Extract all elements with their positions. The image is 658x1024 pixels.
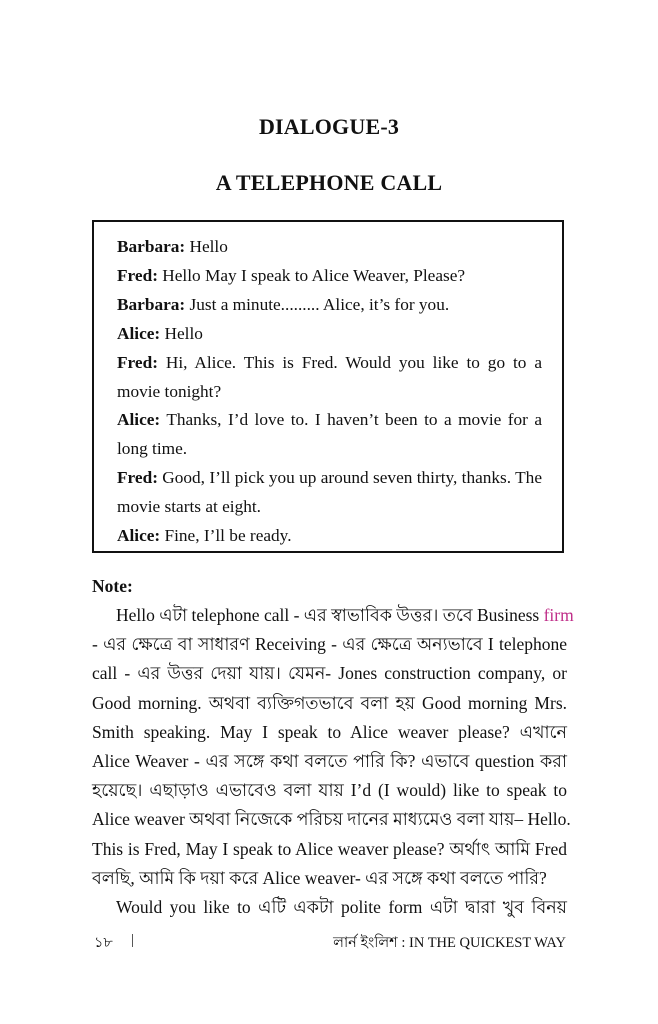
dialogue-line [117,406,542,464]
note-line: This is Fred, May I speak to Alice weaver please? অর্থাৎ আমি Fred [92,838,567,859]
note-line: call - এর উত্তর দেয়া যায়। যেমন- Jones construction company, or [92,663,567,684]
note-line: - এর ক্ষেত্রে বা সাধারণ Receiving - এর ক্ষেত্রে অন্যভাবে I telephone [92,634,567,655]
dialogue-line [117,320,542,349]
page-number: ১৮ [94,935,113,951]
dialogue-line [117,291,542,320]
note-line: বলছি, আমি কি দয়া করে Alice weaver- এর সঙ্গে কথা বলতে পারি? [92,867,547,888]
speaker-name: Barbara: [117,237,186,256]
dialogue-heading: DIALOGUE-3 [258,114,400,139]
dialogue-text: Hello May I speak to Alice Weaver, Please? [157,265,466,285]
speaker-name: Alice: [117,410,161,430]
note-line: Alice Weaver - এর সঙ্গে কথা বলতে পারি কি? এভাবে question করা [92,750,567,771]
dialogue-box [92,220,564,553]
dialogue-text: Thanks, I’d love to. I haven’t been to a movie for a long time. [117,410,542,459]
dialogue-text: Fine, I’ll be ready. [160,526,292,546]
speaker-name: Fred: [117,265,158,285]
dialogue-line [117,349,542,407]
note-line: হয়েছে। এছাড়াও এভাবেও বলা যায় I’d (I would) like to speak to [92,780,567,801]
speaker-name: Alice: [117,323,161,343]
dialogue-text: Hello [160,323,203,343]
dialogue-line [117,233,542,262]
dialogue-text: Just a minute......... Alice, it’s for you. [185,294,450,314]
dialogue-line [117,464,542,522]
dialogue-text: Hello [185,237,228,256]
speaker-name: Fred: [117,468,158,488]
dialogue-text: Hi, Alice. This is Fred. Would you like to go to a movie tonight? [117,352,542,401]
running-title: লার্ন ইংলিশ : IN THE QUICKEST WAY [333,935,566,951]
note-body [92,601,574,922]
speaker-name: Fred: [117,352,158,372]
footer-separator: | [131,932,134,948]
page-title: A TELEPHONE CALL [215,170,443,195]
note-line [92,601,574,630]
note-line: Would you like to এটি একটা polite form এটা দ্বারা খুব বিনয় [116,896,567,917]
note-title: Note: [92,576,133,596]
highlighted-word: firm [543,605,574,625]
dialogue-text: Good, I’ll pick you up around seven thirty, thanks. The movie starts at eight. [117,468,542,517]
speaker-name: Alice: [117,526,161,546]
note-line: Good morning. অথবা ব্যক্তিগতভাবে বলা হয় Good morning Mrs. [92,692,567,713]
note-line: Smith speaking. May I speak to Alice weaver please? এখানে [92,721,567,742]
dialogue-line [117,522,542,551]
dialogue-line [117,262,542,291]
note-text: Hello এটা telephone call - এর স্বাভাবিক উত্তর। তবে Business [116,605,544,625]
note-line: Alice weaver অথবা নিজেকে পরিচয় দানের মাধ্যমেও বলা যায়– Hello. [92,809,571,830]
speaker-name: Barbara: [117,294,186,314]
